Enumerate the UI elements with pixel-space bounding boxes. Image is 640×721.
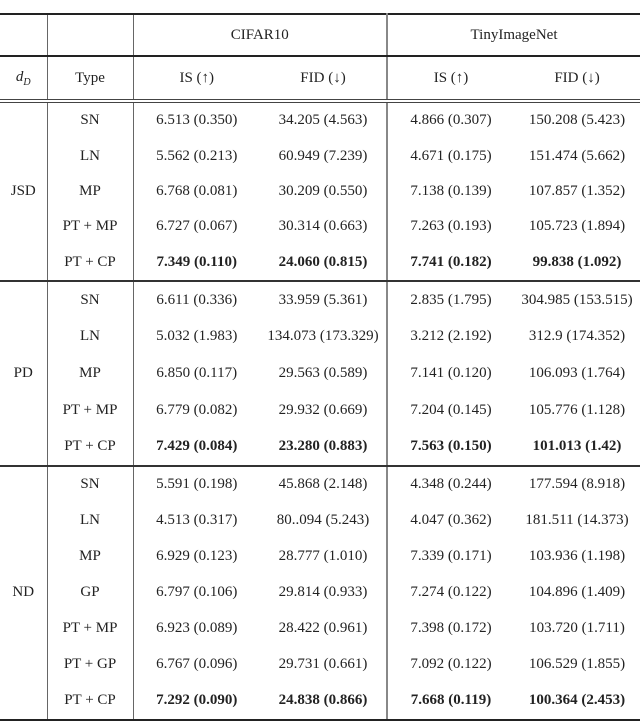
type-cell: MP [47, 539, 133, 575]
header-cifar-is: IS (↑) [133, 56, 260, 101]
type-cell: LN [47, 138, 133, 173]
cifar-is-cell: 6.779 (0.082) [156, 401, 238, 418]
tiny-fid-cell: 150.208 (5.423) [528, 112, 626, 129]
tiny-fid-cell: 106.093 (1.764) [528, 364, 626, 381]
cifar-is-cell: 6.513 (0.350) [156, 112, 238, 129]
tiny-is-cell: 4.671 (0.175) [410, 147, 492, 164]
table-row [0, 683, 640, 720]
tiny-is-cell: 7.339 (0.171) [410, 548, 492, 565]
table-row [0, 539, 640, 575]
cifar-is-cell: 6.768 (0.081) [156, 182, 238, 199]
type-cell: PT + CP [47, 245, 133, 281]
type-cell: SN [47, 101, 133, 138]
tiny-is-cell: 7.141 (0.120) [410, 364, 492, 381]
cifar-fid-cell: 33.959 (5.361) [260, 281, 387, 319]
tiny-fid-cell: 100.364 (2.453) [514, 683, 640, 720]
tiny-fid-cell: 105.723 (1.894) [528, 218, 626, 235]
table-row [0, 611, 640, 647]
tiny-fid-cell: 103.720 (1.711) [529, 620, 625, 637]
header-type: Type [47, 56, 133, 101]
header-row-datasets [0, 14, 640, 56]
cifar-is-cell: 6.929 (0.123) [156, 548, 238, 565]
cifar-is-cell: 7.429 (0.084) [133, 428, 260, 466]
table-row [0, 428, 640, 466]
cifar-is-cell: 7.349 (0.110) [133, 245, 260, 281]
header-d-symbol: d [15, 68, 24, 85]
cifar-fid-cell: 29.563 (0.589) [260, 355, 387, 392]
cifar-fid-cell: 60.949 (7.239) [260, 138, 387, 173]
table-row [0, 575, 640, 611]
table-row [0, 355, 640, 392]
cifar-fid-cell: 45.868 (2.148) [260, 466, 387, 503]
tiny-is-cell: 3.212 (2.192) [410, 328, 492, 345]
tiny-fid-cell: 304.985 (153.515) [521, 291, 633, 308]
table-row [0, 392, 640, 429]
cifar-is-cell: 6.850 (0.117) [156, 364, 238, 381]
type-cell: SN [47, 466, 133, 503]
table-row [0, 138, 640, 173]
table-row [0, 174, 640, 209]
type-cell: LN [47, 503, 133, 539]
tiny-fid-cell: 104.896 (1.409) [528, 584, 626, 601]
table-row [0, 319, 640, 356]
cifar-is-cell: 5.591 (0.198) [156, 476, 238, 493]
table-row [0, 281, 640, 319]
tiny-fid-cell: 107.857 (1.352) [528, 182, 626, 199]
type-cell: MP [47, 355, 133, 392]
header-empty-cell [47, 14, 133, 56]
type-cell: PT + MP [47, 209, 133, 244]
group-label: ND [0, 466, 47, 720]
header-tiny-fid: FID (↓) [514, 56, 640, 101]
cifar-fid-cell: 34.205 (4.563) [260, 101, 387, 138]
tiny-fid-cell: 177.594 (8.918) [528, 476, 626, 493]
cifar-is-cell: 6.797 (0.106) [156, 584, 238, 601]
table-row [0, 101, 640, 138]
tiny-is-cell: 7.263 (0.193) [410, 218, 492, 235]
table-row [0, 503, 640, 539]
header-tiny-is: IS (↑) [387, 56, 514, 101]
cifar-fid-cell: 30.209 (0.550) [260, 174, 387, 209]
tiny-fid-cell: 106.529 (1.855) [528, 656, 626, 673]
cifar-is-cell: 6.923 (0.089) [156, 620, 238, 637]
tiny-fid-cell: 99.838 (1.092) [514, 245, 640, 281]
type-cell: PT + CP [47, 683, 133, 720]
cifar-is-cell: 5.562 (0.213) [156, 147, 238, 164]
table-row [0, 466, 640, 503]
tiny-is-cell: 2.835 (1.795) [410, 291, 492, 308]
table-row [0, 647, 640, 683]
tiny-fid-cell: 105.776 (1.128) [528, 401, 626, 418]
type-cell: PT + GP [47, 647, 133, 683]
cifar-is-cell: 6.611 (0.336) [156, 291, 238, 308]
type-cell: MP [47, 174, 133, 209]
cifar-fid-cell: 30.314 (0.663) [260, 209, 387, 244]
tiny-fid-cell: 312.9 (174.352) [528, 328, 626, 345]
cifar-fid-cell: 28.422 (0.961) [260, 611, 387, 647]
header-divergence [0, 56, 47, 101]
header-row-metrics [0, 56, 640, 101]
type-cell: GP [47, 575, 133, 611]
cifar-is-cell: 5.032 (1.983) [156, 328, 238, 345]
cifar-fid-cell: 80..094 (5.243) [260, 503, 387, 539]
tiny-fid-cell: 101.013 (1.42) [514, 428, 640, 466]
header-cifar-fid: FID (↓) [260, 56, 387, 101]
tiny-is-cell: 7.668 (0.119) [387, 683, 514, 720]
tiny-is-cell: 7.204 (0.145) [410, 401, 492, 418]
results-table [0, 13, 640, 721]
cifar-fid-cell: 29.731 (0.661) [260, 647, 387, 683]
header-empty-cell [0, 14, 47, 56]
tiny-is-cell: 7.138 (0.139) [410, 182, 492, 199]
header-d-subscript: D [23, 76, 31, 88]
tiny-is-cell: 4.348 (0.244) [410, 476, 492, 493]
tiny-is-cell: 7.398 (0.172) [410, 620, 492, 637]
type-cell: PT + MP [47, 392, 133, 429]
tiny-is-cell: 7.741 (0.182) [387, 245, 514, 281]
table-row [0, 245, 640, 281]
tiny-is-cell: 4.866 (0.307) [410, 112, 492, 129]
cifar-fid-cell: 24.060 (0.815) [260, 245, 387, 281]
header-dataset-tinyimagenet: TinyImageNet [387, 14, 640, 56]
tiny-is-cell: 7.563 (0.150) [387, 428, 514, 466]
type-cell: LN [47, 319, 133, 356]
cifar-fid-cell: 24.838 (0.866) [260, 683, 387, 720]
cifar-fid-cell: 23.280 (0.883) [260, 428, 387, 466]
tiny-fid-cell: 151.474 (5.662) [528, 147, 626, 164]
tiny-is-cell: 4.047 (0.362) [410, 512, 492, 529]
cifar-is-cell: 7.292 (0.090) [133, 683, 260, 720]
tiny-fid-cell: 181.511 (14.373) [525, 512, 629, 529]
cifar-fid-cell: 29.814 (0.933) [260, 575, 387, 611]
group-label: PD [0, 281, 47, 466]
cifar-is-cell: 6.767 (0.096) [156, 656, 238, 673]
header-dataset-cifar10: CIFAR10 [133, 14, 387, 56]
tiny-is-cell: 7.274 (0.122) [410, 584, 492, 601]
cifar-fid-cell: 29.932 (0.669) [260, 392, 387, 429]
table-row [0, 209, 640, 244]
cifar-fid-cell: 28.777 (1.010) [260, 539, 387, 575]
type-cell: SN [47, 281, 133, 319]
type-cell: PT + CP [47, 428, 133, 466]
cifar-is-cell: 4.513 (0.317) [156, 512, 238, 529]
type-cell: PT + MP [47, 611, 133, 647]
group-label: JSD [0, 101, 47, 281]
tiny-fid-cell: 103.936 (1.198) [528, 548, 626, 565]
cifar-is-cell: 6.727 (0.067) [156, 218, 238, 235]
tiny-is-cell: 7.092 (0.122) [410, 656, 492, 673]
cifar-fid-cell: 134.073 (173.329) [260, 319, 387, 356]
